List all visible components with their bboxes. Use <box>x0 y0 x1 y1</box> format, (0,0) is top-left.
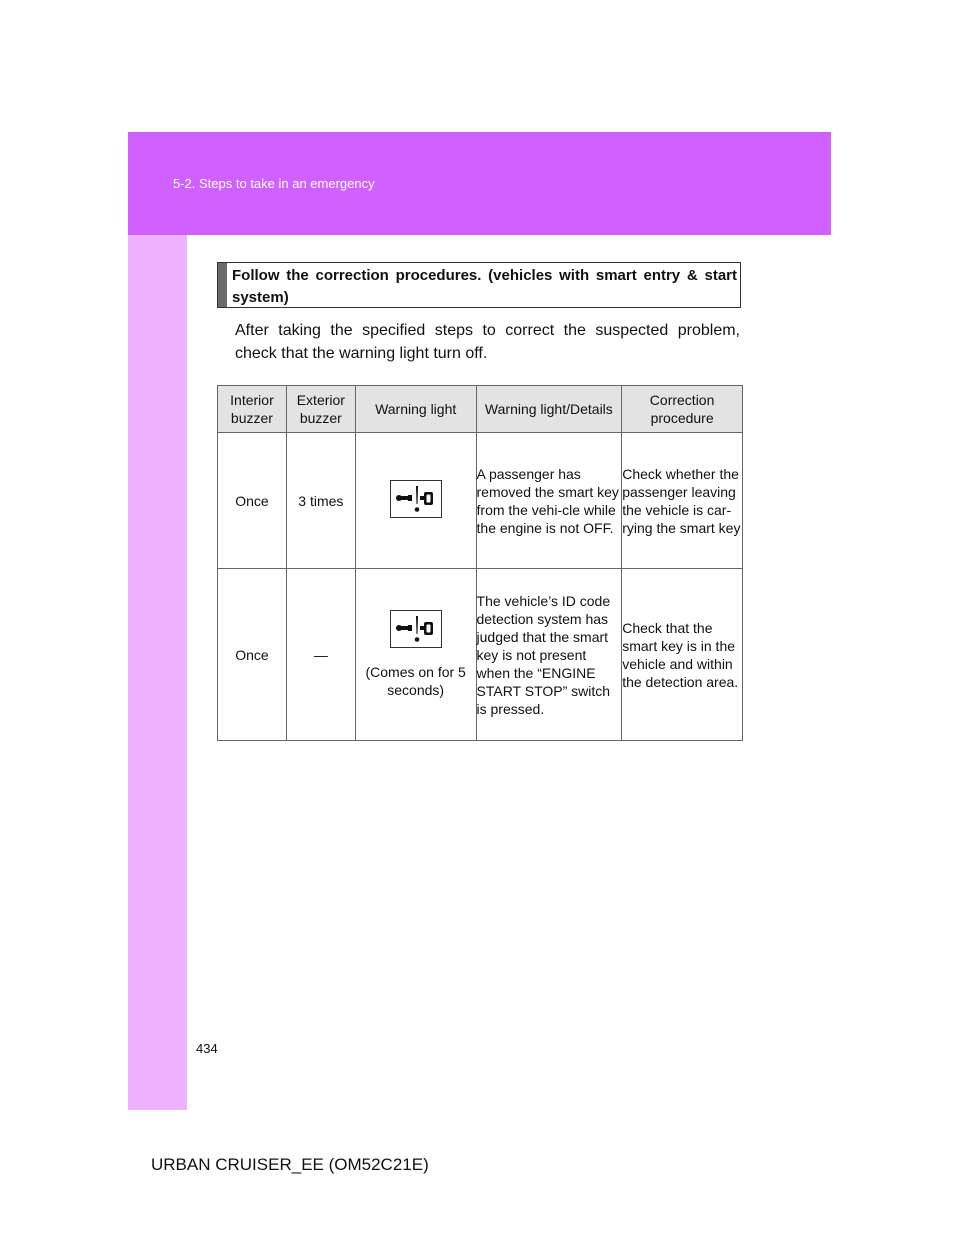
section-heading-text: Follow the correction procedures. (vehicles with smart entry & start system) <box>232 267 737 306</box>
col-header-interior: Interior buzzer <box>218 386 287 433</box>
heading-bar <box>218 263 227 307</box>
col-header-correction: Correction procedure <box>622 386 743 433</box>
interior-buzzer-cell: Once <box>218 433 287 569</box>
interior-buzzer-cell: Once <box>218 569 287 741</box>
page-number: 434 <box>196 1041 218 1056</box>
warning-light-cell <box>355 433 476 569</box>
exterior-buzzer-cell: — <box>286 569 355 741</box>
table-row <box>218 569 743 741</box>
side-strip <box>128 235 187 1110</box>
exterior-buzzer-cell: 3 times <box>286 433 355 569</box>
details-cell: The vehicle’s ID code detection system has judged that the smart key is not present when the “ENGINE START STOP” switch is pressed. <box>476 569 622 741</box>
table-row <box>218 433 743 569</box>
col-header-exterior: Exterior buzzer <box>286 386 355 433</box>
warning-light-note: (Comes on for 5 seconds) <box>365 664 466 698</box>
warning-table <box>217 385 743 741</box>
warning-light-cell <box>355 569 476 741</box>
table-header-row <box>218 386 743 433</box>
smart-key-warning-icon <box>390 480 442 518</box>
section-heading <box>217 262 741 308</box>
correction-cell: Check whether the passenger leaving the vehicle is car-rying the smart key <box>622 433 743 569</box>
col-header-details: Warning light/Details <box>476 386 622 433</box>
details-cell: A passenger has removed the smart key from the vehi-cle while the engine is not OFF. <box>476 433 622 569</box>
smart-key-warning-icon <box>390 610 442 648</box>
footer-model-code: URBAN CRUISER_EE (OM52C21E) <box>151 1155 429 1174</box>
breadcrumb: 5-2. Steps to take in an emergency <box>173 176 375 191</box>
intro-paragraph: After taking the specified steps to correct the suspected problem, check that the warning light turn off. <box>235 322 740 362</box>
col-header-warning-light: Warning light <box>355 386 476 433</box>
correction-cell: Check that the smart key is in the vehicle and within the detection area. <box>622 569 743 741</box>
